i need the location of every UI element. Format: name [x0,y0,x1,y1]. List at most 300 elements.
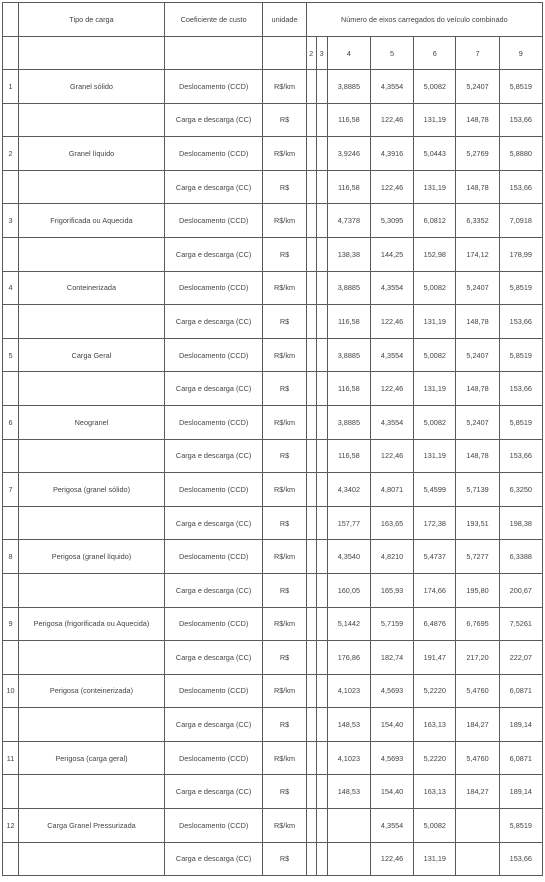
value-cell: 5,3095 [370,204,413,238]
value-cell [316,70,327,104]
unit-cell: R$ [263,439,306,473]
table-row [3,473,543,507]
header-row [3,3,543,37]
cost-coefficient: Carga e descarga (CC) [164,372,263,406]
value-cell [306,170,316,204]
unit-cell: R$/km [263,674,306,708]
value-cell [316,405,327,439]
cargo-type-blank [19,573,165,607]
value-cell [316,372,327,406]
cost-coefficient: Deslocamento (CCD) [164,607,263,641]
value-cell [316,708,327,742]
value-cell: 3,9246 [327,137,370,171]
value-cell: 6,3352 [456,204,499,238]
value-cell: 3,8885 [327,70,370,104]
value-cell: 153,66 [499,103,542,137]
value-cell: 5,0082 [414,405,456,439]
value-cell [306,338,316,372]
value-cell: 138,38 [327,237,370,271]
value-cell [316,540,327,574]
axle-header-6: 6 [414,37,456,70]
value-cell [316,809,327,843]
row-number: 1 [3,70,19,104]
value-cell: 6,3250 [499,473,542,507]
value-cell [306,473,316,507]
value-cell: 163,13 [414,775,456,809]
value-cell: 116,58 [327,372,370,406]
value-cell: 4,3402 [327,473,370,507]
value-cell: 5,8519 [499,271,542,305]
value-cell [456,809,499,843]
cost-coefficient: Deslocamento (CCD) [164,674,263,708]
value-cell: 6,3388 [499,540,542,574]
value-cell: 5,4737 [414,540,456,574]
unit-cell: R$ [263,237,306,271]
value-cell: 176,86 [327,641,370,675]
value-cell: 5,8519 [499,809,542,843]
value-cell: 5,4760 [456,741,499,775]
cargo-type: Frigorificada ou Aquecida [19,204,165,238]
cost-coefficient: Deslocamento (CCD) [164,540,263,574]
value-cell: 7,5261 [499,607,542,641]
value-cell [306,775,316,809]
axle-header-3: 3 [316,37,327,70]
value-cell [316,137,327,171]
cost-coefficient: Deslocamento (CCD) [164,137,263,171]
row-number: 12 [3,809,19,843]
table-row [3,103,543,137]
cargo-type-blank [19,305,165,339]
cost-coefficient: Carga e descarga (CC) [164,305,263,339]
value-cell [316,607,327,641]
value-cell: 5,2407 [456,70,499,104]
row-number-blank [3,170,19,204]
value-cell [306,237,316,271]
row-number-blank [3,439,19,473]
unit-cell: R$/km [263,540,306,574]
row-number-blank [3,103,19,137]
table-row [3,607,543,641]
value-cell: 5,2407 [456,271,499,305]
value-cell: 5,8519 [499,405,542,439]
row-number: 8 [3,540,19,574]
cargo-type-blank [19,439,165,473]
value-cell: 174,12 [456,237,499,271]
value-cell: 116,58 [327,439,370,473]
row-number-blank [3,372,19,406]
value-cell: 165,93 [370,573,413,607]
value-cell: 4,3554 [370,338,413,372]
value-cell: 6,4876 [414,607,456,641]
row-number-blank [3,775,19,809]
table-row [3,305,543,339]
value-cell: 5,4760 [456,674,499,708]
row-number-blank [3,573,19,607]
unit-cell: R$ [263,573,306,607]
cargo-type-blank [19,842,165,876]
value-cell: 189,14 [499,775,542,809]
header-eixos-title: Número de eixos carregados do veículo combinado [306,3,542,37]
row-number-blank [3,506,19,540]
cargo-type: Perigosa (granel sólido) [19,473,165,507]
value-cell [316,271,327,305]
cost-coefficient: Carga e descarga (CC) [164,170,263,204]
cargo-type-blank [19,708,165,742]
cargo-type: Perigosa (granel líquido) [19,540,165,574]
value-cell [316,170,327,204]
value-cell: 5,0082 [414,70,456,104]
value-cell: 172,38 [414,506,456,540]
unit-cell: R$ [263,641,306,675]
value-cell: 5,2220 [414,674,456,708]
value-cell: 4,3554 [370,405,413,439]
value-cell: 131,19 [414,372,456,406]
table-row [3,506,543,540]
value-cell: 184,27 [456,708,499,742]
value-cell [306,137,316,171]
unit-cell: R$/km [263,204,306,238]
value-cell [306,70,316,104]
row-number: 3 [3,204,19,238]
cargo-type: Carga Geral [19,338,165,372]
value-cell [316,641,327,675]
value-cell: 178,99 [499,237,542,271]
value-cell [316,506,327,540]
row-number-blank [3,842,19,876]
table-row [3,137,543,171]
value-cell: 131,19 [414,842,456,876]
value-cell: 4,7378 [327,204,370,238]
value-cell: 154,40 [370,708,413,742]
value-cell [306,439,316,473]
value-cell [316,338,327,372]
cargo-type: Perigosa (frigorificada ou Aquecida) [19,607,165,641]
row-number-blank [3,237,19,271]
value-cell: 4,3540 [327,540,370,574]
row-number-blank [3,641,19,675]
value-cell [456,842,499,876]
axle-header-blank [164,37,263,70]
table-body [3,3,543,876]
value-cell: 4,8210 [370,540,413,574]
value-cell: 5,7277 [456,540,499,574]
value-cell: 189,14 [499,708,542,742]
table-row [3,439,543,473]
unit-cell: R$ [263,708,306,742]
value-cell: 5,2769 [456,137,499,171]
table-row [3,70,543,104]
cargo-type-blank [19,237,165,271]
row-number: 4 [3,271,19,305]
unit-cell: R$ [263,103,306,137]
value-cell: 157,77 [327,506,370,540]
unit-cell: R$/km [263,70,306,104]
value-cell: 131,19 [414,305,456,339]
value-cell: 116,58 [327,103,370,137]
value-cell: 4,5693 [370,674,413,708]
unit-cell: R$ [263,842,306,876]
value-cell: 148,78 [456,305,499,339]
table-row [3,338,543,372]
value-cell: 5,2407 [456,405,499,439]
value-cell: 5,7139 [456,473,499,507]
value-cell [316,674,327,708]
value-cell: 5,8880 [499,137,542,171]
axle-header-5: 5 [370,37,413,70]
value-cell: 144,25 [370,237,413,271]
value-cell: 131,19 [414,170,456,204]
value-cell: 131,19 [414,103,456,137]
value-cell: 222,07 [499,641,542,675]
value-cell: 4,3554 [370,70,413,104]
cargo-type: Granel líquido [19,137,165,171]
unit-cell: R$/km [263,607,306,641]
value-cell: 5,0082 [414,338,456,372]
value-cell: 122,46 [370,842,413,876]
table-row [3,170,543,204]
value-cell: 195,80 [456,573,499,607]
value-cell [306,674,316,708]
table-row [3,573,543,607]
value-cell: 6,0812 [414,204,456,238]
table-row [3,372,543,406]
row-number: 7 [3,473,19,507]
value-cell: 5,8519 [499,70,542,104]
table-row [3,708,543,742]
unit-cell: R$/km [263,405,306,439]
value-cell: 148,78 [456,439,499,473]
table-row [3,809,543,843]
value-cell: 131,19 [414,439,456,473]
value-cell [327,809,370,843]
cost-coefficient: Deslocamento (CCD) [164,405,263,439]
cargo-type: Neogranel [19,405,165,439]
table-row [3,540,543,574]
cargo-type: Granel sólido [19,70,165,104]
cost-coefficient: Deslocamento (CCD) [164,809,263,843]
table-row [3,741,543,775]
value-cell: 182,74 [370,641,413,675]
cargo-type-blank [19,775,165,809]
unit-cell: R$ [263,775,306,809]
value-cell: 148,53 [327,708,370,742]
cargo-type-blank [19,506,165,540]
value-cell [316,305,327,339]
value-cell [306,607,316,641]
value-cell: 153,66 [499,170,542,204]
unit-cell: R$/km [263,741,306,775]
unit-cell: R$ [263,372,306,406]
axle-header-blank [263,37,306,70]
freight-cost-table [2,2,543,876]
row-number: 9 [3,607,19,641]
value-cell: 5,0082 [414,271,456,305]
value-cell: 163,13 [414,708,456,742]
value-cell [306,103,316,137]
value-cell: 160,05 [327,573,370,607]
value-cell [316,573,327,607]
table-row [3,674,543,708]
value-cell: 5,8519 [499,338,542,372]
value-cell [316,775,327,809]
value-cell: 116,58 [327,305,370,339]
value-cell [316,741,327,775]
value-cell: 122,46 [370,103,413,137]
value-cell: 3,8885 [327,338,370,372]
value-cell: 184,27 [456,775,499,809]
value-cell: 148,78 [456,372,499,406]
value-cell [306,271,316,305]
row-number: 10 [3,674,19,708]
value-cell: 153,66 [499,305,542,339]
cargo-type-blank [19,641,165,675]
header-tipo-carga: Tipo de carga [19,3,165,37]
value-cell [306,741,316,775]
row-number-blank [3,305,19,339]
value-cell [316,473,327,507]
value-cell: 5,2220 [414,741,456,775]
table-row [3,641,543,675]
cost-coefficient: Carga e descarga (CC) [164,573,263,607]
axle-header-4: 4 [327,37,370,70]
table-row [3,405,543,439]
value-cell: 153,66 [499,842,542,876]
table-row [3,271,543,305]
cost-coefficient: Carga e descarga (CC) [164,506,263,540]
value-cell: 4,5693 [370,741,413,775]
axle-header-blank [19,37,165,70]
cost-coefficient: Carga e descarga (CC) [164,641,263,675]
cargo-type-blank [19,103,165,137]
axle-header-9: 9 [499,37,542,70]
value-cell: 4,3554 [370,809,413,843]
header-coeficiente: Coeficiente de custo [164,3,263,37]
cost-coefficient: Deslocamento (CCD) [164,204,263,238]
value-cell: 153,66 [499,439,542,473]
table-row [3,204,543,238]
value-cell: 7,0918 [499,204,542,238]
value-cell: 153,66 [499,372,542,406]
row-number: 6 [3,405,19,439]
table-row [3,842,543,876]
value-cell: 148,78 [456,170,499,204]
value-cell: 152,98 [414,237,456,271]
cost-coefficient: Carga e descarga (CC) [164,439,263,473]
value-cell: 191,47 [414,641,456,675]
cost-coefficient: Deslocamento (CCD) [164,271,263,305]
cargo-type-blank [19,170,165,204]
cost-coefficient: Deslocamento (CCD) [164,473,263,507]
value-cell [306,708,316,742]
header-unidade: unidade [263,3,306,37]
value-cell [306,641,316,675]
cost-coefficient: Deslocamento (CCD) [164,70,263,104]
value-cell [306,305,316,339]
value-cell: 198,38 [499,506,542,540]
axle-header-blank [3,37,19,70]
value-cell [316,204,327,238]
value-cell: 174,66 [414,573,456,607]
value-cell [306,573,316,607]
value-cell [327,842,370,876]
value-cell: 6,0871 [499,741,542,775]
value-cell: 6,0871 [499,674,542,708]
value-cell: 200,67 [499,573,542,607]
value-cell: 3,8885 [327,405,370,439]
value-cell [316,237,327,271]
cargo-type: Conteinerizada [19,271,165,305]
value-cell: 116,58 [327,170,370,204]
value-cell: 122,46 [370,170,413,204]
value-cell: 4,1023 [327,674,370,708]
row-number: 11 [3,741,19,775]
value-cell: 4,8071 [370,473,413,507]
value-cell [306,506,316,540]
value-cell: 5,1442 [327,607,370,641]
value-cell [306,540,316,574]
value-cell: 5,0443 [414,137,456,171]
value-cell: 4,1023 [327,741,370,775]
table-row [3,775,543,809]
value-cell [306,204,316,238]
value-cell: 6,7695 [456,607,499,641]
header-num-cell [3,3,19,37]
unit-cell: R$ [263,506,306,540]
unit-cell: R$ [263,305,306,339]
unit-cell: R$/km [263,809,306,843]
cost-coefficient: Carga e descarga (CC) [164,775,263,809]
cost-coefficient: Carga e descarga (CC) [164,708,263,742]
value-cell: 122,46 [370,372,413,406]
row-number-blank [3,708,19,742]
axle-header-row [3,37,543,70]
value-cell: 122,46 [370,305,413,339]
value-cell: 5,4599 [414,473,456,507]
unit-cell: R$ [263,170,306,204]
value-cell [316,842,327,876]
cost-coefficient: Carga e descarga (CC) [164,842,263,876]
value-cell [306,372,316,406]
value-cell: 4,3554 [370,271,413,305]
cost-coefficient: Carga e descarga (CC) [164,237,263,271]
unit-cell: R$/km [263,271,306,305]
cost-coefficient: Deslocamento (CCD) [164,338,263,372]
unit-cell: R$/km [263,473,306,507]
value-cell [316,103,327,137]
cargo-type-blank [19,372,165,406]
value-cell [306,809,316,843]
value-cell: 217,20 [456,641,499,675]
row-number: 2 [3,137,19,171]
value-cell: 4,3916 [370,137,413,171]
cost-coefficient: Carga e descarga (CC) [164,103,263,137]
value-cell: 5,2407 [456,338,499,372]
table-row [3,237,543,271]
value-cell: 3,8885 [327,271,370,305]
unit-cell: R$/km [263,137,306,171]
cargo-type: Carga Granel Pressurizada [19,809,165,843]
axle-header-2: 2 [306,37,316,70]
axle-header-7: 7 [456,37,499,70]
value-cell: 122,46 [370,439,413,473]
value-cell: 5,0082 [414,809,456,843]
unit-cell: R$/km [263,338,306,372]
value-cell: 193,51 [456,506,499,540]
value-cell: 5,7159 [370,607,413,641]
value-cell [316,439,327,473]
cargo-type: Perigosa (conteinerizada) [19,674,165,708]
value-cell: 163,65 [370,506,413,540]
